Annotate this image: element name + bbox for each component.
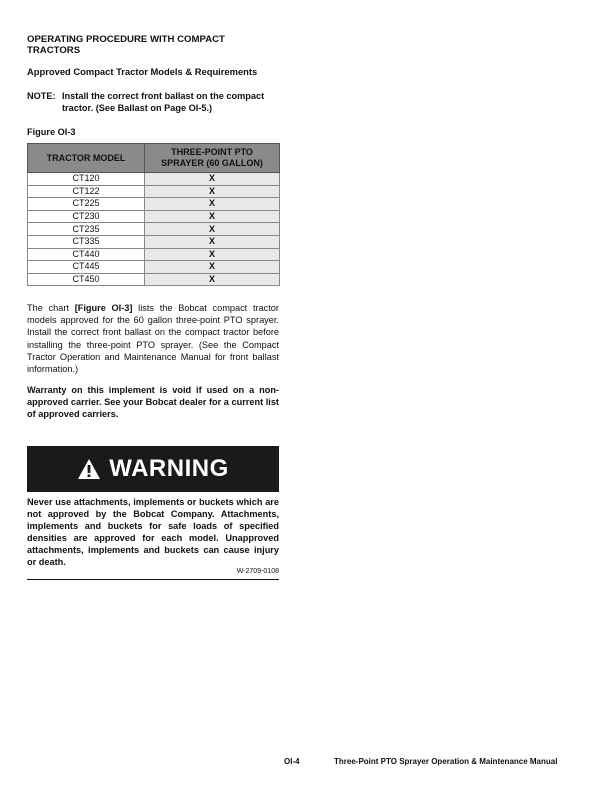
model-cell: CT235 [28, 223, 145, 236]
table-row [28, 210, 280, 223]
paragraph-text-start: The chart [27, 303, 75, 313]
table-row [28, 248, 280, 261]
model-cell: CT225 [28, 198, 145, 211]
warranty-paragraph: Warranty on this implement is void if used on a non-approved carrier. See your Bobcat dealer for a current list of approved carriers. [27, 385, 279, 420]
warning-triangle-icon [77, 458, 101, 480]
approval-mark: X [145, 198, 280, 211]
table-row [28, 223, 280, 236]
table-row [28, 198, 280, 211]
approval-mark: X [145, 210, 280, 223]
subheading: Approved Compact Tractor Models & Requirements [27, 66, 258, 77]
warning-divider [27, 579, 279, 580]
approved-models-table [27, 143, 280, 286]
approval-mark: X [145, 173, 280, 186]
warning-title: WARNING [109, 455, 229, 482]
approval-mark: X [145, 223, 280, 236]
approval-mark: X [145, 273, 280, 286]
section-heading: OPERATING PROCEDURE WITH COMPACT TRACTORS [27, 34, 225, 56]
model-cell: CT122 [28, 185, 145, 198]
warning-text: Never use attachments, implements or buckets which are not approved by the Bobcat Company. Attachments, implements and buckets for safe loads of specified densities are approved for each model. Unapproved attachments, implements and buckets can cause injury or death. [27, 497, 279, 567]
approval-mark: X [145, 235, 280, 248]
page-number: OI-4 [284, 757, 300, 766]
note-text: Install the correct front ballast on the compact tractor. (See Ballast on Page OI-5.) [62, 91, 265, 113]
chart-description-paragraph [27, 302, 279, 375]
model-cell: CT445 [28, 261, 145, 274]
table-header-sprayer: THREE-POINT PTO SPRAYER (60 GALLON) [145, 144, 280, 173]
table-header-model: TRACTOR MODEL [28, 144, 145, 173]
note-block [27, 90, 279, 114]
table-row [28, 185, 280, 198]
model-cell: CT450 [28, 273, 145, 286]
figure-label: Figure OI-3 [27, 127, 76, 137]
paragraph-text-end: lists the Bobcat compact tractor models approved for the 60 gallon three-point PTO sprayer. Install the correct front ballast on the compact tractor before installing the three-point PTO sprayer. (See the Compact Tractor Operation and Maintenance Manual for front ballast information.) [27, 303, 279, 375]
warning-code: W-2709-0108 [236, 568, 279, 575]
model-cell: CT230 [28, 210, 145, 223]
table-row [28, 261, 280, 274]
manual-title: Three-Point PTO Sprayer Operation & Maintenance Manual [334, 757, 558, 766]
approval-mark: X [145, 248, 280, 261]
approval-mark: X [145, 261, 280, 274]
warning-banner [27, 446, 279, 492]
model-cell: CT120 [28, 173, 145, 186]
table-row [28, 235, 280, 248]
note-tag: NOTE: [27, 91, 56, 101]
approval-mark: X [145, 185, 280, 198]
model-cell: CT335 [28, 235, 145, 248]
model-cell: CT440 [28, 248, 145, 261]
table-row [28, 173, 280, 186]
figure-reference: [Figure OI-3] [74, 303, 133, 313]
table-row [28, 273, 280, 286]
